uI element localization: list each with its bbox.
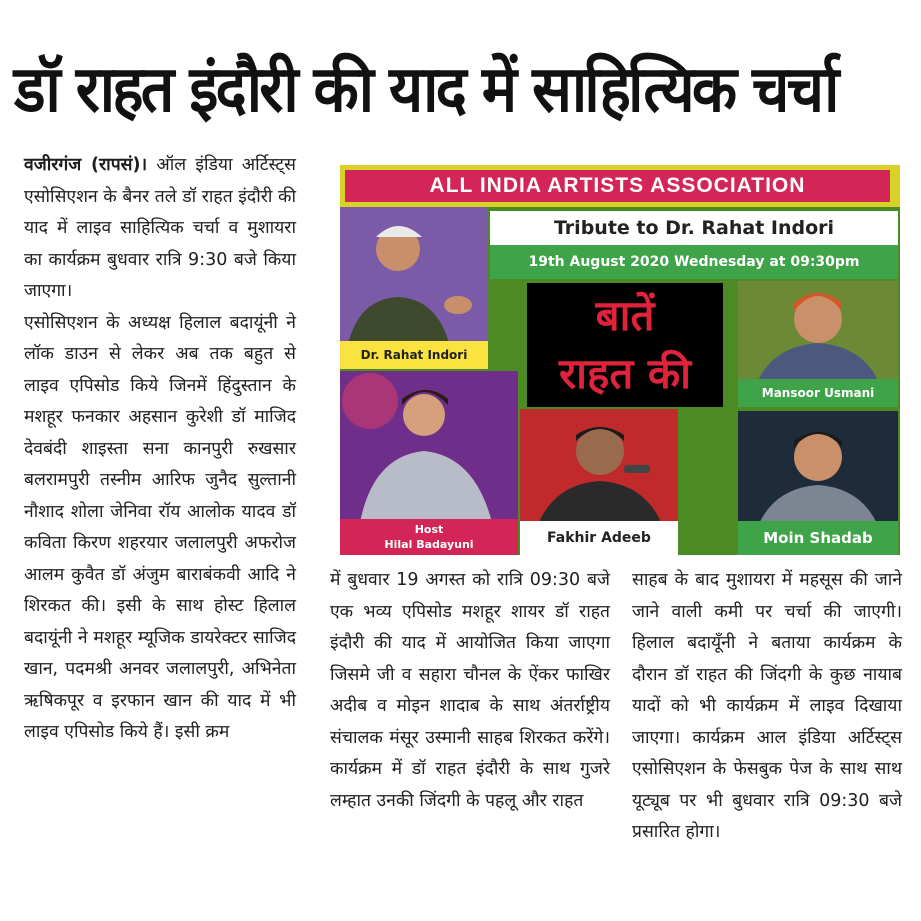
- caption-host-name: Hilal Badayuni: [384, 538, 474, 551]
- dateline: वजीरगंज (रापसं)।: [24, 155, 148, 175]
- photo-fakhir-adeeb: [520, 409, 678, 555]
- paragraph-1-text: ऑल इंडिया अर्टिस्ट्स एसोसिएशन के बैनर तले डॉ राहत इंदौरी की याद में लाइव साहित्यिक चर्चा व मुशायरा का कार्यक्रम बुधवार रात्रि 9:30 बजे किया जाएगा।: [24, 155, 296, 301]
- article-column-3: [632, 565, 902, 849]
- photo-moin-shadab: [738, 411, 898, 555]
- poster-tribute: Tribute to Dr. Rahat Indori: [490, 211, 898, 245]
- article-paragraph-4: साहब के बाद मुशायरा में महसूस की जाने जाने वाली कमी पर चर्चा की जाएगी। हिलाल बदायूँनी ने बताया कार्यक्रम के दौरान डॉ राहत की जिंदगी के कुछ नायाब यादों को भी कार्यक्रम में लाइव दिखाया जाएगा। कार्यक्रम आल इंडिया अर्टिस्ट्स एसोसिएशन के फेसबुक पेज के साथ साथ यूट्यूब पर भी बुधवार रात्रि 09:30 बजे प्रसारित होगा।: [632, 570, 902, 842]
- photo-host: [340, 371, 518, 555]
- article-paragraph-2: एसोसिएशन के अध्यक्ष हिलाल बदायूंनी ने लॉक डाउन से लेकर अब तक बहुत से लाइव एपिसोड किये जिनमें हिंदुस्तान के मशहूर फनकार अहसान कुरेशी डॉ माजिद देवबंदी शाइस्ता सना कानपुरी रुखसार बलरामपुरी तस्नीम आरिफ जुनैद सुल्तानी नौशाद शोला जेनिवा रॉय आलोक यादव डॉ कविता किरण शहरयार जलालपुरी अफरोज आलम कुवैत डॉ अंजुम बाराबंकवी आदि ने शिरकत की। इसी के साथ होस्ट हिलाल बदायूंनी ने मशहूर म्यूजिक डायरेक्टर साजिद खान, पदमश्री अनवर जलालपुरी, अभिनेता ऋषिकपूर व इरफान खान की याद में भी लाइव एपिसोड किये हैं। इसी क्रम: [24, 312, 296, 742]
- article-column-1: [24, 150, 296, 749]
- poster-title-line-1: बातें: [595, 291, 655, 340]
- article-paragraph-3: में बुधवार 19 अगस्त को रात्रि 09:30 बजे एक भव्य एपिसोड मशहूर शायर डॉ राहत इंदौरी की याद में आयोजित किया जाएगा जिसमे जी व सहारा चौनल के ऐंकर फाखिर अदीब व मोइन शादाब के साथ अंतर्राष्ट्रीय संचालक मंसूर उस्मानी साहब शिरकत करेंगे। कार्यक्रम में डॉ राहत इंदौरी के साथ गुजरे लम्हात उनकी जिंदगी के पहलू और राहत: [330, 570, 610, 811]
- article-paragraph-1: [24, 150, 296, 308]
- headline: डॉ राहत इंदौरी की याद में साहित्यिक चर्चा: [14, 53, 837, 127]
- caption-rahat: Dr. Rahat Indori: [340, 341, 488, 369]
- poster-title-box: [527, 283, 723, 407]
- article-column-2: [330, 565, 610, 817]
- caption-mansoor: Mansoor Usmani: [738, 379, 898, 407]
- poster-title-line-2: राहत की: [558, 349, 692, 398]
- caption-fakhir: Fakhir Adeeb: [520, 521, 678, 555]
- event-poster: [340, 165, 900, 555]
- poster-date: 19th August 2020 Wednesday at 09:30pm: [490, 245, 898, 279]
- caption-host: [340, 519, 518, 555]
- photo-mansoor-usmani: [738, 281, 898, 407]
- caption-moin: Moin Shadab: [738, 521, 898, 555]
- poster-association: ALL INDIA ARTISTS ASSOCIATION: [345, 170, 890, 202]
- photo-rahat-indori: [340, 207, 488, 369]
- caption-host-label: Host: [414, 523, 444, 536]
